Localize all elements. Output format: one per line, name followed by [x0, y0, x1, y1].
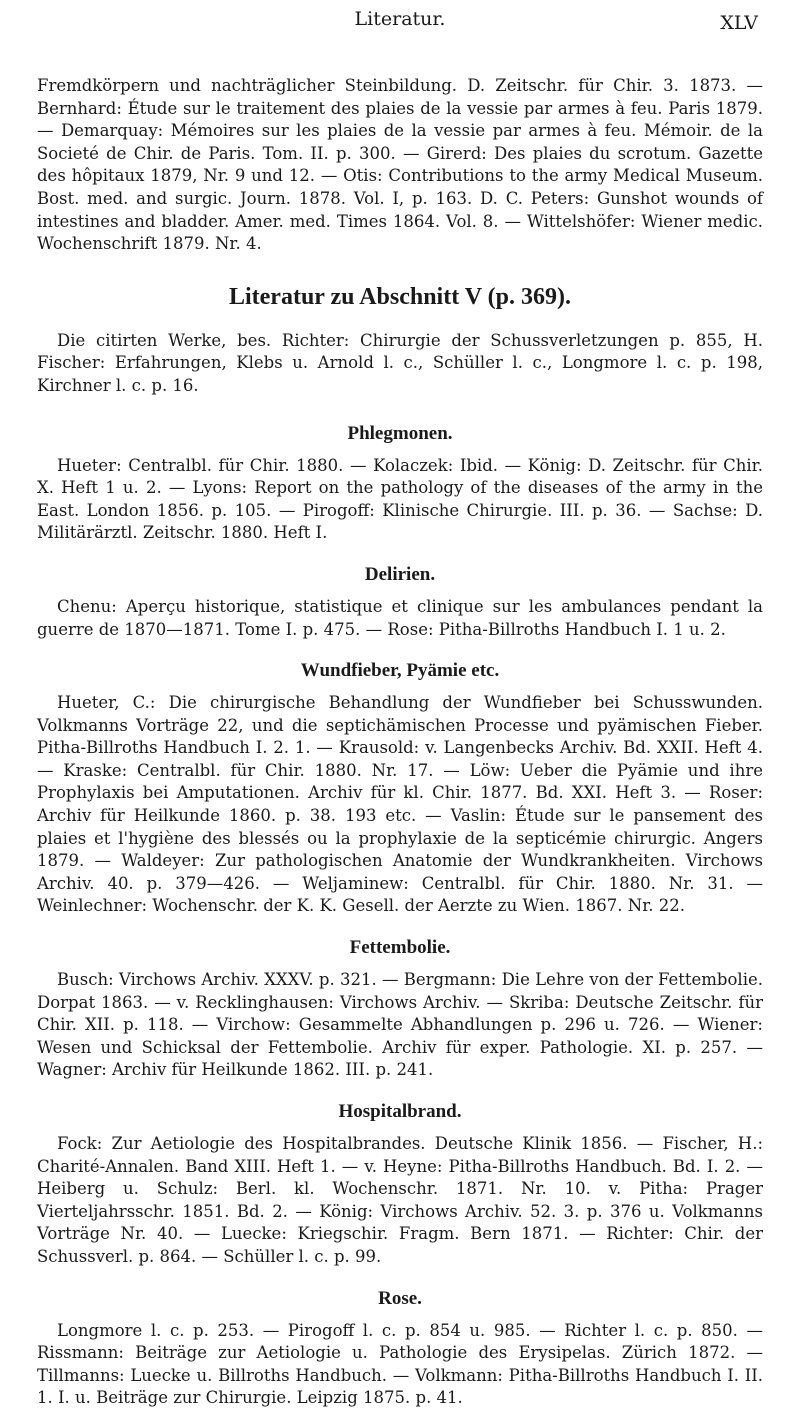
section-paragraph: Hueter, C.: Die chirurgische Behandlung der Wundfieber bei Schusswunden. Volkmanns Vorträge 22, und die septichämischen Processe und pyämischen Fieber. Pitha-Billroths Handbuch I. 2. 1. — Krausold: v. Langenbecks Archiv. Bd. XXII. Heft 4. — Kraske: Centralbl. für Chir. 1880. Nr. 17. — Löw: Ueber die Pyämie und ihre Prophylaxis bei Amputationen. Archiv für kl. Chir. 1877. Bd. XXI. Heft 3. — Roser: Archiv für Heilkunde 1860. p. 38. 193 etc. — Vaslin: Étude sur le pansement des plaies et l'hygiène des blessés ou la prophylaxie de la septicémie chirurgic. Angers 1879. — Waldeyer: Zur pathologischen Anatomie der Wundkrankheiten. Virchows Archiv. 40. p. 379—426. — Weljaminew: Centralbl. für Chir. 1880. Nr. 31. — Weinlechner: Wochenschr. der K. K. Gesell. der Aerzte zu Wien. 1867. Nr. 22.	[37, 693, 763, 916]
chapter-heading: Literatur zu Abschnitt V (p. 369).	[228, 283, 572, 310]
running-header	[0, 8, 800, 38]
section-heading: Wundfieber, Pyämie etc.	[300, 660, 500, 682]
section-wundfieber	[37, 659, 763, 918]
section-hospitalbrand	[37, 1100, 763, 1269]
chapter-intro-paragraph: Die citirten Werke, bes. Richter: Chirurgie der Schussverletzungen p. 855, H. Fischer: Erfahrungen, Klebs u. Arnold l. c., Schüller l. c., Longmore l. c. p. 198, Kirchner l. c. p. 16.	[37, 330, 763, 395]
page-body	[37, 75, 763, 1410]
section-paragraph: Busch: Virchows Archiv. XXXV. p. 321. — Bergmann: Die Lehre von der Fettembolie. Dorpat 1863. — v. Recklinghausen: Virchows Archiv. — Skriba: Deutsche Zeitschr. für Chir. XII. p. 118. — Virchow: Gesammelte Abhandlungen p. 296 u. 726. — Wiener: Wesen und Schicksal der Fettembolie. Archiv für exper. Pathologie. XI. p. 257. — Wagner: Archiv für Heilkunde 1862. III. p. 241.	[37, 970, 763, 1080]
section-heading: Delirien.	[364, 563, 436, 585]
section-rose	[37, 1287, 763, 1410]
section-fettembolie	[37, 936, 763, 1082]
section-phlegmonen	[37, 422, 763, 545]
section-heading: Fettembolie.	[349, 937, 451, 959]
section-heading: Hospitalbrand.	[338, 1101, 462, 1122]
section-delirien	[37, 563, 763, 641]
section-heading: Phlegmonen.	[347, 422, 453, 444]
section-heading: Rose.	[378, 1287, 422, 1309]
intro-paragraph: Fremdkörpern und nachträglicher Steinbildung. D. Zeitschr. für Chir. 3. 1873. — Bernhard: Étude sur le traitement des plaies de la vessie par armes à feu. Paris 1879. — Demarquay: Mémoires sur les plaies de la vessie par armes à feu. Mémoir. de la Societé de Chir. de Paris. Tom. II. p. 300. — Girerd: Des plaies du scrotum. Gazette des hôpitaux 1879, Nr. 9 und 12. — Otis: Contributions to the army Medical Museum. Bost. med. and surgic. Journ. 1878. Vol. I, p. 163. D. C. Peters: Gunshot wounds of intestines and bladder. Amer. med. Times 1864. Vol. 8. — Wittelshöfer: Wiener medic. Wochenschrift 1879. Nr. 4.	[37, 76, 763, 254]
section-paragraph: Chenu: Aperçu historique, statistique et clinique sur les ambulances pendant la guerre de 1870—1871. Tome I. p. 475. — Rose: Pitha-Billroths Handbuch I. 1 u. 2.	[37, 596, 763, 639]
section-paragraph: Longmore l. c. p. 253. — Pirogoff l. c. p. 854 u. 985. — Richter l. c. p. 850. — Rissmann: Beiträge zur Aetiologie u. Pathologie des Erysipelas. Zürich 1872. — Tillmanns: Luecke u. Billroths Handbuch. — Volkmann: Pitha-Billroths Handbuch I. II. 1. I. u. Beiträge zur Chirurgie. Leipzig 1875. p. 41.	[37, 1320, 763, 1408]
running-title: Literatur.	[354, 8, 446, 30]
section-paragraph: Hueter: Centralbl. für Chir. 1880. — Kolaczek: Ibid. — König: D. Zeitschr. für Chir. X. Heft 1 u. 2. — Lyons: Report on the pathology of the diseases of the army in the East. London 1856. p. 105. — Pirogoff: Klinische Chirurgie. III. p. 36. — Sachse: D. Militärärztl. Zeitschr. 1880. Heft I.	[37, 455, 763, 543]
page-number: XLV	[720, 12, 758, 34]
section-paragraph: Fock: Zur Aetiologie des Hospitalbrandes. Deutsche Klinik 1856. — Fischer, H.: Charité-Annalen. Band XIII. Heft 1. — v. Heyne: Pitha-Billroths Handbuch. Bd. I. 2. — Heiberg u. Schulz: Berl. kl. Wochenschr. 1871. Nr. 10. v. Pitha: Prager Vierteljahrsschr. 1851. Bd. 2. — König: Virchows Archiv. 52. 3. p. 376 u. Volkmanns Vorträge Nr. 40. — Luecke: Kriegschir. Fragm. Bern 1871. — Richter: Chir. der Schussverl. p. 864. — Schüller l. c. p. 99.	[37, 1134, 763, 1266]
